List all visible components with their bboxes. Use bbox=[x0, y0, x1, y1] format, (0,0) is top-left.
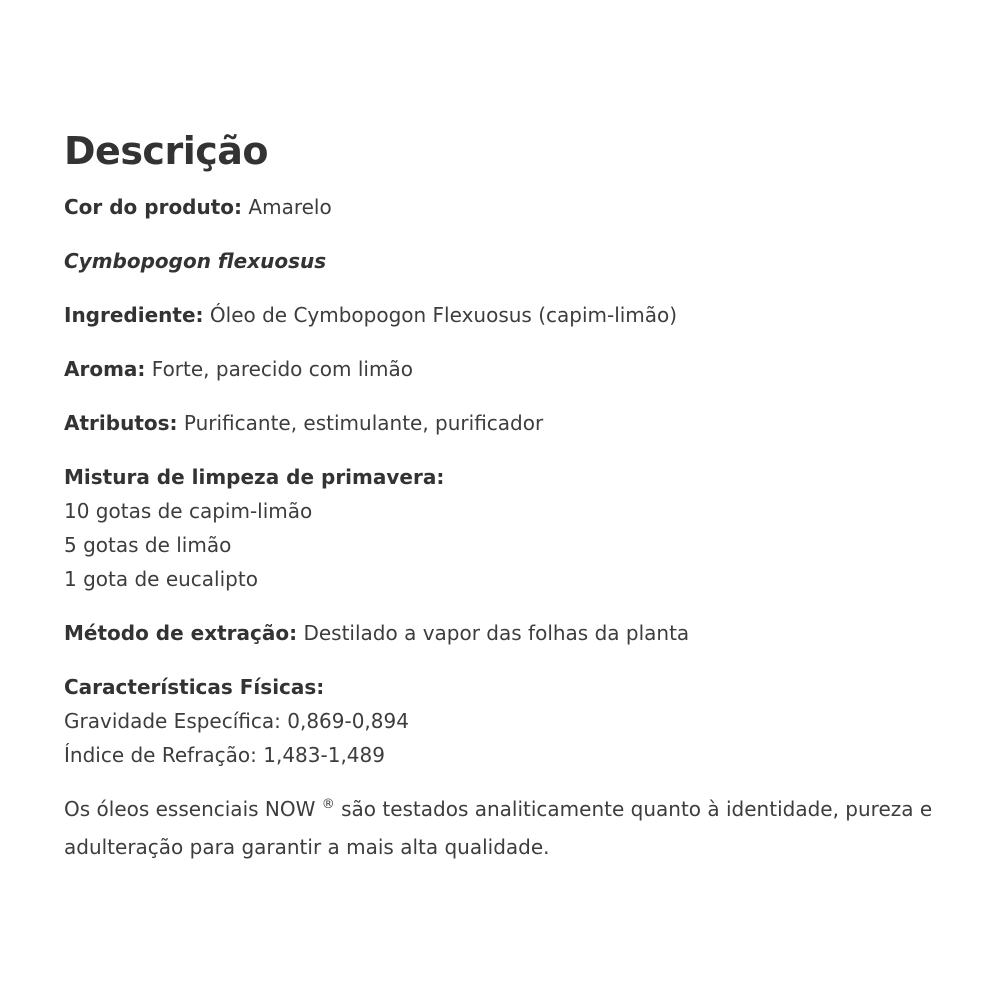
blend-block bbox=[64, 460, 954, 596]
attributes-value: Purificante, estimulante, purificador bbox=[177, 411, 544, 435]
species-name bbox=[64, 244, 954, 278]
blend-item: 1 gota de eucalipto bbox=[64, 567, 258, 591]
aroma-value: Forte, parecido com limão bbox=[145, 357, 413, 381]
aroma-line bbox=[64, 352, 954, 386]
blend-item: 10 gotas de capim-limão bbox=[64, 499, 313, 523]
product-color-line bbox=[64, 190, 954, 224]
quality-note-part2: são testados analiticamente quanto à identidade, pureza e adulteração para garantir a mais alta qualidade. bbox=[64, 797, 933, 859]
physical-block bbox=[64, 670, 954, 772]
ingredient-line bbox=[64, 298, 954, 332]
species-name-text: Cymbopogon flexuosus bbox=[64, 249, 327, 273]
blend-label: Mistura de limpeza de primavera: bbox=[64, 465, 445, 489]
ingredient-value: Óleo de Cymbopogon Flexuosus (capim-limão) bbox=[203, 303, 678, 327]
physical-label: Características Físicas: bbox=[64, 675, 325, 699]
quality-note-part1: Os óleos essenciais NOW bbox=[64, 797, 322, 821]
section-title: Descrição bbox=[64, 129, 268, 173]
product-color-value: Amarelo bbox=[242, 195, 332, 219]
physical-item: Gravidade Específica: 0,869-0,894 bbox=[64, 709, 409, 733]
quality-note bbox=[64, 792, 954, 864]
aroma-label: Aroma: bbox=[64, 357, 146, 381]
extraction-line bbox=[64, 616, 954, 650]
product-description bbox=[64, 128, 954, 864]
blend-item: 5 gotas de limão bbox=[64, 533, 232, 557]
registered-mark: ® bbox=[321, 797, 335, 812]
ingredient-label: Ingrediente: bbox=[64, 303, 204, 327]
extraction-label: Método de extração: bbox=[64, 621, 298, 645]
attributes-label: Atributos: bbox=[64, 411, 178, 435]
product-color-label: Cor do produto: bbox=[64, 195, 243, 219]
physical-item: Índice de Refração: 1,483-1,489 bbox=[64, 743, 385, 767]
extraction-value: Destilado a vapor das folhas da planta bbox=[297, 621, 690, 645]
attributes-line bbox=[64, 406, 954, 440]
